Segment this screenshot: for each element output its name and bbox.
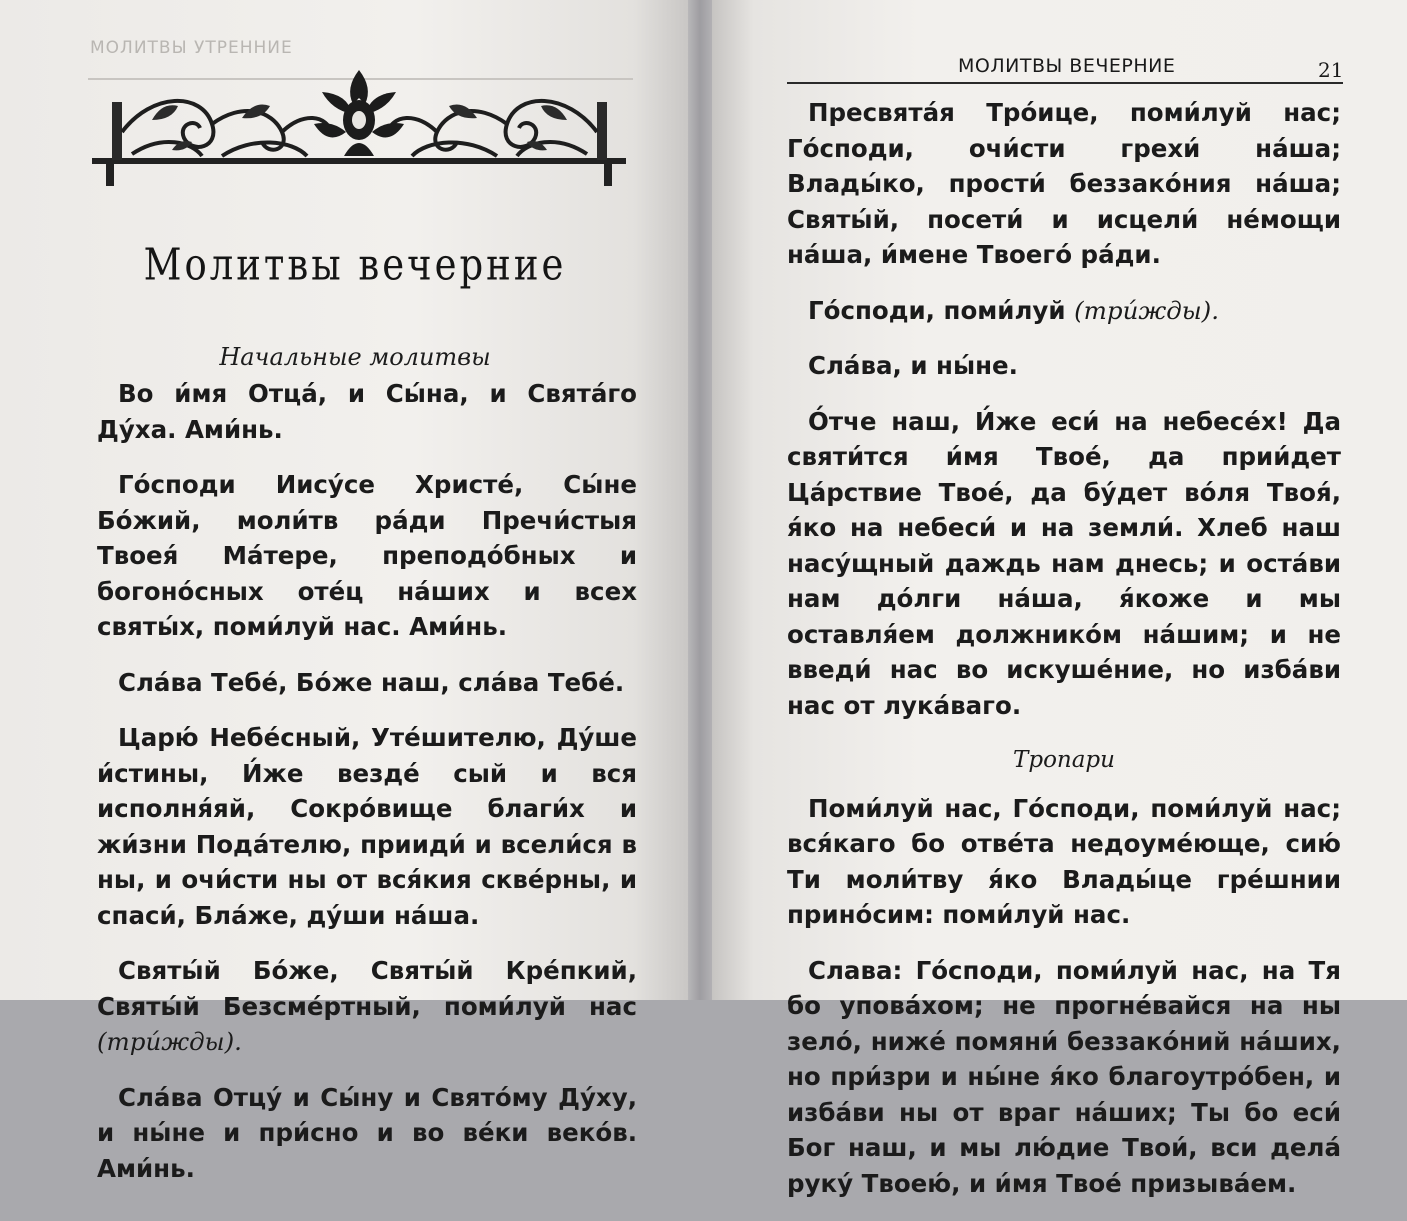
section-subtitle: Начальные молитвы [219, 343, 491, 371]
prayer-paragraph: Во и́мя Отца́, и Сы́на, и Свята́го Ду́ха. Ами́нь. [97, 379, 637, 444]
prayer-paragraph: О́тче наш, И́же еси́ на небесе́х! Да святи́тся и́мя Твое́, да прии́дет Ца́рствие Твое́, да бу́дет во́ля Твоя́, я́ко на небеси́ и на земли́. Хлеб наш насу́щный даждь нам днесь; и оста́ви нам до́лги на́ша, я́коже и мы оставля́ем должнико́м на́шим; и не введи́ нас во искуше́ние, но изба́ви нас от лука́ваго. [787, 406, 1341, 720]
right-page-text [787, 95, 1341, 1221]
left-page [0, 0, 688, 1183]
prayer-paragraph: Сла́ва Тебе́, Бо́же наш, сла́ва Тебе́. [118, 667, 625, 697]
prayer-paragraph-lord-have-mercy [787, 293, 1341, 329]
prayer-paragraph: Сла́ва Отцу́ и Сы́ну и Свято́му Ду́ху, и ны́не и при́сно и во ве́ки веко́в. Ами́нь. [97, 1082, 637, 1183]
prayer-paragraph: Слава: Го́споди, поми́луй нас, на Тя бо упова́хом; не прогне́вайся на ны зело́, ниже́ помяни́ беззако́ний на́ших, но при́зри и ны́не я́ко благоутро́бен, и изба́ви ны от враг на́ших; Ты бо еси́ Бог наш, и мы лю́дие Твои́, вси дела́ руку́ Твоею́, и и́мя Твое́ призыва́ем. [787, 955, 1341, 1198]
lord-have-mercy-text: Го́споди, поми́луй [808, 295, 1066, 325]
running-header: МОЛИТВЫ ВЕЧЕРНИЕ [958, 55, 1176, 77]
prayer-paragraph: Царю́ Небе́сный, Уте́шителю, Ду́ше и́стины, И́же везде́ сый и вся исполня́яй, Сокро́вище благи́х и жи́зни Пода́телю, прииди́ и всели́ся в ны, и очи́сти ны от вся́кия скве́рны, и спаси́, Бла́же, ду́ши на́ша. [97, 723, 637, 930]
prayer-paragraph: Пресвята́я Тро́ице, поми́луй нас; Го́споди, очи́сти грехи́ на́ша; Влады́ко, прости́ беззако́ния на́ша; Святы́й, посети́ и исцели́ не́мощи на́ша, и́мене Твоего́ ра́ди. [787, 98, 1341, 269]
prayer-paragraph: Поми́луй нас, Го́споди, поми́луй нас; вся́каго бо отве́та недоуме́юще, сию́ Ти моли́тву я́ко Влады́це гре́шнии прино́сим: поми́луй нас. [787, 793, 1341, 929]
page-number: 21 [1318, 58, 1344, 82]
left-page-text [97, 376, 637, 1206]
section-title: Молитвы вечерние [143, 239, 567, 290]
prayer-paragraph-trisagion [97, 953, 637, 1060]
rubric-thrice: (три́жды). [1074, 295, 1220, 325]
prayer-paragraph: Сла́ва, и ны́не. [808, 351, 1018, 380]
floral-ornament-headpiece [92, 62, 626, 190]
book-gutter [688, 0, 712, 1000]
rubric-thrice: (три́жды). [97, 1027, 242, 1056]
prayer-paragraph: Го́споди Иису́се Христе́, Сы́не Бо́жий, моли́тв ра́ди Пречи́стыя Твоея́ Ма́тере, преподо́бных и богоно́сных оте́ц на́ших и всех святы́х, поми́луй нас. Ами́нь. [97, 470, 637, 641]
troparia-heading: Тропари [1013, 747, 1115, 773]
bleed-through-header: МОЛИТВЫ УТРЕННИЕ [90, 38, 293, 58]
header-rule [787, 82, 1343, 84]
trisagion-text: Святы́й Бо́же, Святы́й Кре́пкий, Святы́й Безсме́ртный, поми́луй нас [97, 956, 637, 1021]
